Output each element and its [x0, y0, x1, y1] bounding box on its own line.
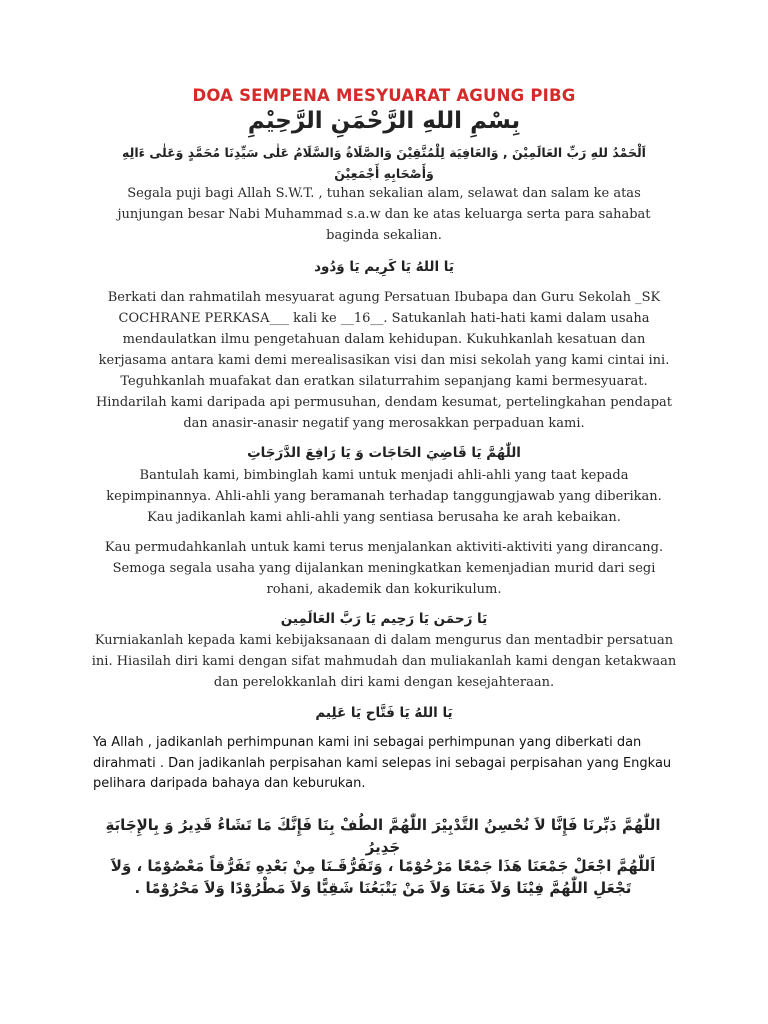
paragraph-blessing: Berkati dan rahmatilah mesyuarat agung Persatuan Ibubapa dan Guru Sekolah _SK COCHRANE PERKASA___ kali ke __16__. Satukanlah hati-hati kami dalam usaha mendaulatkan ilmu pengetahuan dalam kehidupan. Kukuhkanlah kesatuan dan kerjasama antara kami demi merealisasikan visi dan misi sekolah yang kami cintai ini. Teguhkanlah muafakat dan eratkan silaturrahim sepanjang kami bermesyuarat. Hindarilah kami daripada api permusuhan, dendam kesumat, pertelingkahan pendapat dan anasir-anasir negatif yang merosakkan perpaduan kami.	[95, 290, 673, 431]
invocation-qadiyal-hajat: اللّٰهُمَّ يَا قَاضِيَ الحَاجَات وَ يَا رَافِعَ الدَّرَجَاتِ	[247, 445, 521, 461]
closing-arabic-2: اَللّٰهُمَّ اجْعَلْ جَمْعَنَا هَذَا جَمْعًا مَرْحُوْمًا ، وَتَفَرُّقَـنَا مِنْ بَعْدِهِ تَفَرُّقاً مَعْصُوْمًا ، وَلاَ تَجْعَلِ اللّٰهُمَّ فِيْنَا وَلاَ مَعَنَا وَلاَ مَنْ يَتْبَعُنَا شَقِيًّا وَلاَ مَطْرُوْدًا وَلاَ مَحْرُوْمًا .	[110, 857, 656, 897]
opening-malay-text: Segala puji bagi Allah S.W.T. , tuhan sekalian alam, selawat dan salam ke atas junjungan besar Nabi Muhammad s.a.w dan ke atas keluarga serta para sahabat baginda sekalian.	[117, 186, 651, 243]
bismillah-heading: بِسْمِ اللهِ الرَّحْمَنِ الرَّحِيْمِ	[247, 108, 521, 134]
paragraph-ease: Kau permudahkanlah untuk kami terus menjalankan aktiviti-aktiviti yang dirancang. Semoga segala usaha yang dijalankan meningkatkan kemenjadian murid dari segi rohani, akademik dan kokurikulum.	[104, 540, 664, 597]
document-title: DOA SEMPENA MESYUARAT AGUNG PIBG	[192, 86, 576, 105]
invocation-ya-allah-ya-karim: يَا اللهُ يَا كَرِيم يَا وَدُود	[314, 259, 454, 275]
paragraph-gathering: Ya Allah , jadikanlah perhimpunan kami ini sebagai perhimpunan yang diberkati dan dirahmati . Dan jadikanlah perpisahan kami selepas ini sebagai perpisahan yang Engkau pelihara daripada bahaya dan keburukan.	[93, 735, 672, 791]
paragraph-wisdom: Kurniakanlah kepada kami kebijaksanaan di dalam mengurus dan mentadbir persatuan ini. Hiasilah diri kami dengan sifat mahmudah dan muliakanlah kami dengan ketakwaan dan perelokkanlah diri kami dengan kesejahteraan.	[91, 633, 677, 690]
invocation-ya-fattah: يَا اللهُ يَا فَتَّاح يَا عَلِيم	[315, 705, 453, 721]
closing-arabic-1: اللّٰهُمَّ دَبِّرنَا فَإِنَّا لاَ نُحْسِنُ التَّدْبِيْرَ اللّٰهُمَّ الطُفْ بِنَا فَإِنَّكَ مَا تَشَاءُ قَدِيرُ وَ بِالإِجَابَةِ جَدِيرُ	[105, 816, 661, 856]
paragraph-guidance: Bantulah kami, bimbinglah kami untuk menjadi ahli-ahli yang taat kepada kepimpinannya. Ahli-ahli yang beramanah terhadap tanggungjawab yang diberikan. Kau jadikanlah kami ahli-ahli yang sentiasa berusaha ke arah kebaikan.	[106, 468, 662, 525]
opening-arabic: اَلْحَمْدُ للهِ رَبِّ العَالَمِيْنَ , وَالعَافِيَة لِلْمُتَّقِيْنَ وَالصَّلَاةُ وَالسَّلَامُ عَلٰى سَيِّدِنَا مُحَمَّدٍ وَعَلٰى ءَالِهِ وَأَصْحَابِهِ أَجْمَعِيْنَ	[122, 145, 646, 181]
invocation-ya-rahman: يَا رَحمَن يَا رَحِيم يَا رَبَّ العَالَمِين	[280, 611, 488, 627]
